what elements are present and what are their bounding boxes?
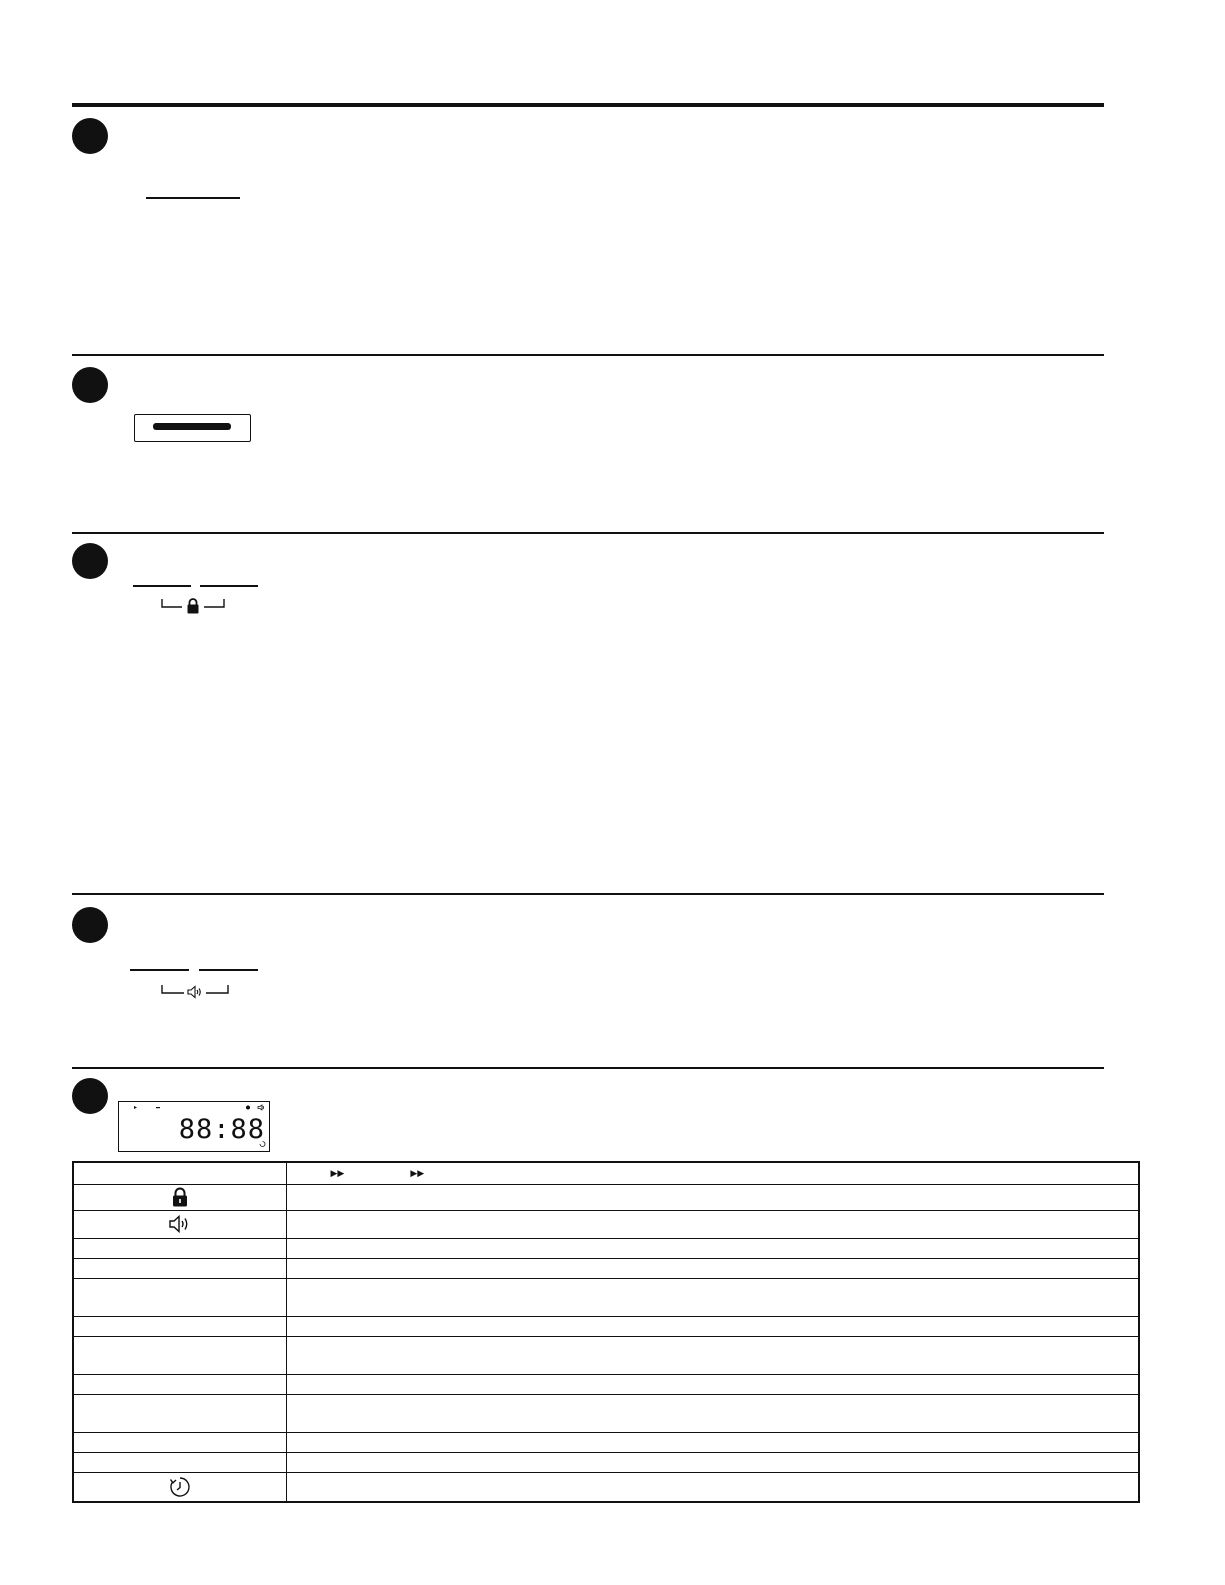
table-row bbox=[73, 1394, 1139, 1432]
table-row bbox=[73, 1316, 1139, 1336]
fast-forward-icon: ▶▶ bbox=[410, 1168, 425, 1179]
desc-cell bbox=[286, 1374, 1139, 1394]
table-row bbox=[73, 1258, 1139, 1278]
lcd-play-indicator bbox=[134, 1106, 137, 1109]
desc-cell bbox=[286, 1316, 1139, 1336]
lcd-dash-indicator bbox=[156, 1107, 160, 1108]
icon-cell bbox=[73, 1316, 286, 1336]
step-marker-1 bbox=[72, 118, 108, 154]
icon-cell bbox=[73, 1278, 286, 1316]
icon-cell bbox=[73, 1432, 286, 1452]
lock-icon bbox=[188, 599, 199, 614]
icon-cell bbox=[73, 1238, 286, 1258]
table-row bbox=[73, 1374, 1139, 1394]
desc-cell bbox=[286, 1278, 1139, 1316]
icon-cell bbox=[73, 1210, 286, 1238]
indicator-legend-table bbox=[72, 1161, 1140, 1503]
section-divider-3 bbox=[72, 893, 1104, 895]
desc-cell bbox=[286, 1210, 1139, 1238]
desc-cell bbox=[286, 1432, 1139, 1452]
bar-indicator bbox=[153, 423, 231, 430]
icon-cell bbox=[73, 1452, 286, 1472]
underline-1 bbox=[146, 197, 240, 199]
sound-bracket bbox=[160, 982, 230, 1002]
icon-cell bbox=[73, 1184, 286, 1210]
table-row bbox=[73, 1162, 1139, 1184]
table-row bbox=[73, 1278, 1139, 1316]
section-divider-1 bbox=[72, 354, 1104, 356]
icon-cell bbox=[73, 1374, 286, 1394]
underline-4b bbox=[199, 969, 258, 971]
underline-3b bbox=[200, 585, 258, 587]
speaker-icon bbox=[188, 987, 200, 998]
desc-cell bbox=[286, 1336, 1139, 1374]
section-divider-4 bbox=[72, 1067, 1104, 1069]
table-row bbox=[73, 1336, 1139, 1374]
start-bar-button[interactable] bbox=[134, 414, 251, 442]
desc-cell bbox=[286, 1162, 1139, 1184]
desc-cell bbox=[286, 1394, 1139, 1432]
icon-cell bbox=[73, 1162, 286, 1184]
table-row bbox=[73, 1210, 1139, 1238]
section-divider-2 bbox=[72, 532, 1104, 534]
underline-4a bbox=[130, 969, 189, 971]
icon-cell bbox=[73, 1394, 286, 1432]
icon-cell bbox=[73, 1258, 286, 1278]
step-marker-2 bbox=[72, 367, 108, 403]
step-marker-3 bbox=[72, 543, 108, 579]
step-marker-5 bbox=[72, 1078, 108, 1114]
icon-cell bbox=[73, 1336, 286, 1374]
lock-bracket bbox=[160, 596, 226, 616]
lcd-digits: 88:88 bbox=[178, 1114, 265, 1145]
lcd-sound-indicator bbox=[258, 1105, 264, 1110]
top-rule bbox=[72, 103, 1104, 107]
desc-cell bbox=[286, 1238, 1139, 1258]
step-marker-4 bbox=[72, 907, 108, 943]
table-row bbox=[73, 1472, 1139, 1502]
table-row bbox=[73, 1184, 1139, 1210]
desc-cell bbox=[286, 1452, 1139, 1472]
underline-3a bbox=[133, 585, 191, 587]
table-row bbox=[73, 1452, 1139, 1472]
lcd-display bbox=[118, 1101, 270, 1152]
icon-cell bbox=[73, 1472, 286, 1502]
clock-arrow-icon bbox=[168, 1475, 192, 1499]
desc-cell bbox=[286, 1184, 1139, 1210]
table-row bbox=[73, 1238, 1139, 1258]
lock-icon bbox=[171, 1187, 189, 1207]
table-row bbox=[73, 1432, 1139, 1452]
desc-cell bbox=[286, 1258, 1139, 1278]
fast-forward-icon: ▶▶ bbox=[330, 1168, 345, 1179]
lcd-lock-indicator bbox=[246, 1106, 250, 1110]
desc-cell bbox=[286, 1472, 1139, 1502]
speaker-icon bbox=[168, 1214, 192, 1234]
